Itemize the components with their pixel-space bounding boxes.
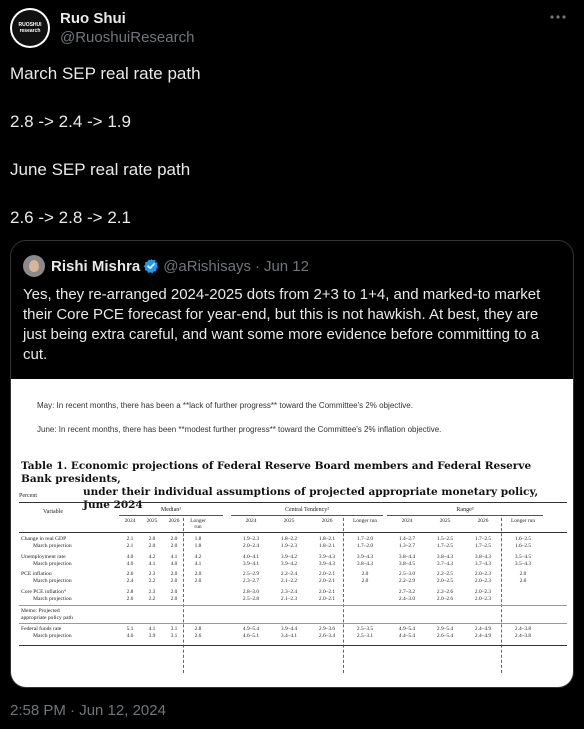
table-cell: 2.0–2.5 bbox=[436, 578, 454, 584]
table-cell: 2.0–2.1 bbox=[318, 578, 336, 584]
table-cell: 3.8–4.3 bbox=[474, 553, 492, 560]
table-cell: 3.8–4.3 bbox=[356, 560, 374, 567]
table-cell: 1.7–2.0 bbox=[356, 543, 374, 549]
table-cell: 2.2–2.6 bbox=[436, 588, 454, 595]
table-cell: 2.0 bbox=[361, 571, 369, 577]
table-cell: 2.0–2.3 bbox=[474, 578, 492, 584]
table-cell: 3.9–4.1 bbox=[242, 560, 260, 567]
column-header: 2026 bbox=[168, 518, 180, 524]
table-cell: 1.4–2.7 bbox=[398, 536, 416, 542]
table-cell: 3.7–4.3 bbox=[474, 560, 492, 567]
group-header: Range³ bbox=[456, 507, 474, 513]
table-cell: 3.4–4.1 bbox=[280, 633, 298, 639]
table-cell: 2.0–2.3 bbox=[474, 595, 492, 602]
table-cell: 2.8–3.0 bbox=[242, 588, 260, 595]
table-cell: 1.8–2.2 bbox=[280, 536, 298, 542]
table-cell: 2.5–3.5 bbox=[356, 626, 374, 632]
table-cell: 4.1 bbox=[148, 560, 156, 567]
column-header: 2024 bbox=[124, 518, 136, 524]
avatar-face bbox=[29, 260, 39, 272]
table-cell: 2.2–2.9 bbox=[398, 578, 416, 584]
column-header: Longer run bbox=[190, 518, 206, 530]
tweet-header bbox=[10, 8, 574, 48]
table-top-rule bbox=[19, 502, 567, 503]
table-cell: 1.7–2.0 bbox=[356, 536, 374, 542]
table-cell: 1.9–2.3 bbox=[242, 536, 260, 542]
author-name[interactable]: Ruo Shui bbox=[60, 10, 126, 27]
variable-header: Variable bbox=[43, 509, 63, 515]
table-cell: 2.0 bbox=[148, 536, 156, 542]
table-title-line-1: Table 1. Economic projections of Federal Reserve Board members and Federal Reserve Bank presidents, bbox=[21, 460, 532, 485]
row-label: Unemployment rate bbox=[21, 553, 66, 560]
group-header: Central Tendency² bbox=[284, 507, 330, 513]
table-cell: 2.6–5.4 bbox=[436, 633, 454, 639]
table-cell: 2.0–2.4 bbox=[242, 543, 260, 549]
table-cell: 1.8 bbox=[194, 536, 202, 542]
table-cell: 2.0–2.3 bbox=[474, 588, 492, 595]
quoted-author-name[interactable]: Rishi Mishra bbox=[51, 257, 141, 275]
table-cell: 4.0–4.1 bbox=[242, 553, 260, 560]
table-cell: 4.0 bbox=[126, 560, 134, 567]
row-label: Core PCE inflation⁴ bbox=[21, 588, 66, 595]
row-label: March projection bbox=[33, 633, 72, 639]
table-cell: 2.3 bbox=[148, 571, 156, 577]
column-header: 2026 bbox=[321, 518, 333, 524]
table-cell: 3.5–4.5 bbox=[514, 553, 532, 560]
quoted-tweet-image[interactable] bbox=[11, 379, 574, 688]
table-cell: 2.4–3.8 bbox=[514, 633, 532, 639]
table-cell: 2.0–2.1 bbox=[318, 588, 336, 595]
column-header: 2025 bbox=[283, 518, 295, 524]
table-cell: 2.6–3.4 bbox=[318, 633, 336, 639]
table-cell: 2.4–3.0 bbox=[398, 595, 416, 602]
column-header: 2024 bbox=[401, 518, 413, 524]
quoted-tweet[interactable] bbox=[10, 240, 574, 688]
table-cell: 3.5–4.3 bbox=[514, 560, 532, 567]
table-cell: 1.6–2.5 bbox=[514, 536, 532, 542]
table-cell: 4.6 bbox=[126, 633, 134, 639]
table-cell: 3.9–4.2 bbox=[280, 560, 298, 567]
table-unit-label: Percent bbox=[19, 493, 37, 499]
table-cell: 2.0 bbox=[170, 578, 178, 584]
table-cell: 2.6 bbox=[126, 595, 134, 602]
table-cell: 2.0 bbox=[194, 571, 202, 577]
table-cell: 2.5–3.1 bbox=[356, 633, 374, 639]
table-cell: 3.1 bbox=[170, 626, 178, 632]
table-cell: 2.0 bbox=[194, 578, 202, 584]
table-cell: 2.0 bbox=[170, 595, 178, 602]
table-cell: 2.0 bbox=[170, 536, 178, 542]
table-cell: 1.8–2.1 bbox=[318, 536, 336, 542]
verified-badge-icon bbox=[143, 258, 159, 274]
table-cell: 3.9–4.3 bbox=[318, 560, 336, 567]
table-cell: 1.8 bbox=[194, 543, 202, 549]
table-cell: 1.3–2.7 bbox=[398, 543, 416, 549]
table-cell: 2.0 bbox=[170, 588, 178, 595]
quoted-author-avatar[interactable] bbox=[23, 255, 45, 277]
table-cell: 2.7–3.2 bbox=[398, 588, 416, 595]
table-cell: 2.6 bbox=[126, 571, 134, 577]
quoted-tweet-text: Yes, they re-arranged 2024-2025 dots from 2+3 to 1+4, and marked-to market their Core PCE forecast for year-end, but this is not hawkish. At best, they are just being extra careful, and want some more evidence before committing to a cut. bbox=[23, 286, 541, 363]
table-cell: 2.1–2.2 bbox=[280, 578, 298, 584]
tweet-text bbox=[10, 62, 570, 254]
table-cell: 3.1 bbox=[170, 633, 178, 639]
row-label: Federal funds rate bbox=[21, 626, 62, 632]
table-cell: 2.4 bbox=[126, 578, 134, 584]
table-cell: 4.2 bbox=[194, 553, 202, 560]
column-header: 2024 bbox=[245, 518, 257, 524]
table-cell: 2.9–5.4 bbox=[436, 626, 454, 632]
table-cell: 2.3–2.4 bbox=[280, 588, 298, 595]
table-cell: 2.0 bbox=[148, 543, 156, 549]
table-cell: 2.2 bbox=[148, 578, 156, 584]
table-cell: 3.8–4.3 bbox=[436, 553, 454, 560]
table-cell: 2.4–3.8 bbox=[514, 626, 532, 632]
table-cell: 4.0 bbox=[126, 553, 134, 560]
table-cell: 2.5–3.0 bbox=[398, 571, 416, 577]
table-cell: 2.0–2.6 bbox=[436, 595, 454, 602]
group-header: Median¹ bbox=[160, 507, 182, 513]
table-title bbox=[21, 460, 561, 512]
table-cell: 2.3–2.7 bbox=[242, 578, 260, 584]
section-rule bbox=[19, 605, 567, 606]
tweet-line: March SEP real rate path bbox=[10, 64, 201, 83]
quoted-author-handle[interactable]: @aRishisays bbox=[163, 257, 251, 275]
table-cell: 3.9–4.3 bbox=[356, 553, 374, 560]
table-cell: 4.2 bbox=[148, 553, 156, 560]
table-cell: 2.1 bbox=[126, 536, 134, 542]
table-cell: 1.9–2.3 bbox=[280, 543, 298, 549]
table-cell: 4.0 bbox=[170, 560, 178, 567]
table-cell: 3.9–4.3 bbox=[318, 553, 336, 560]
table-cell: 3.9–4.4 bbox=[280, 626, 298, 632]
table-cell: 5.1 bbox=[126, 626, 134, 632]
table-cell: 2.4–4.9 bbox=[474, 633, 492, 639]
author-avatar[interactable] bbox=[10, 8, 50, 48]
separator-dot: · bbox=[254, 257, 260, 275]
table-cell: 2.2–2.4 bbox=[280, 571, 298, 577]
group-header-rule bbox=[119, 515, 223, 516]
table-cell: 2.6 bbox=[194, 633, 202, 639]
june-statement: June: In recent months, there has been **modest further progress** toward the Committee's 2% inflation objective. bbox=[37, 425, 442, 434]
table-cell: 1.7–2.5 bbox=[474, 536, 492, 542]
table-cell: 2.5–2.8 bbox=[242, 595, 260, 602]
more-options-button[interactable] bbox=[546, 8, 570, 28]
row-label: Change in real GDP bbox=[21, 536, 67, 542]
table-title-line-2: under their individual assumptions of projected appropriate monetary policy, June 2024 bbox=[83, 486, 539, 511]
column-divider bbox=[501, 518, 502, 673]
row-label: Memo: Projected bbox=[21, 608, 60, 614]
table-cell: 1.5–2.5 bbox=[436, 536, 454, 542]
table-cell: 4.1 bbox=[170, 553, 178, 560]
table-cell: 2.9–3.6 bbox=[318, 626, 336, 632]
table-cell: 1.7–2.5 bbox=[474, 543, 492, 549]
table-cell: 2.4–4.9 bbox=[474, 626, 492, 632]
may-statement: May: In recent months, there has been a **lack of further progress** toward the Committee's 2% objective. bbox=[37, 401, 413, 410]
table-cell: 2.8 bbox=[126, 588, 134, 595]
table-cell: 1.6–2.5 bbox=[514, 543, 532, 549]
table-cell: 4.9–5.4 bbox=[242, 626, 260, 632]
column-header: Longer run bbox=[510, 518, 536, 524]
avatar-logo-text: RUOSHUI research bbox=[18, 22, 42, 34]
table-cell: 4.4–5.4 bbox=[398, 633, 416, 639]
table-cell: 3.8–4.4 bbox=[398, 553, 416, 560]
table-cell: 4.6–5.1 bbox=[242, 633, 260, 639]
table-cell: 3.9–4.2 bbox=[280, 553, 298, 560]
row-label: March projection bbox=[33, 595, 72, 602]
group-header-rule bbox=[387, 515, 543, 516]
table-cell: 2.0 bbox=[361, 578, 369, 584]
table-cell: 2.0–2.1 bbox=[318, 595, 336, 602]
table-cell: 2.0–2.3 bbox=[474, 571, 492, 577]
column-header: 2026 bbox=[477, 518, 489, 524]
table-cell: 2.0 bbox=[519, 578, 527, 584]
table-cell: 2.1–2.3 bbox=[280, 595, 298, 602]
row-label: March projection bbox=[33, 578, 72, 584]
quoted-tweet-header bbox=[23, 254, 309, 278]
tweet-line: 2.8 -> 2.4 -> 1.9 bbox=[10, 112, 131, 131]
table-cell: 2.2 bbox=[148, 595, 156, 602]
table-cell: 2.0 bbox=[170, 571, 178, 577]
tweet-line: 2.6 -> 2.8 -> 2.1 bbox=[10, 208, 131, 227]
column-header: 2025 bbox=[439, 518, 451, 524]
table-cell: 3.8–4.5 bbox=[398, 560, 416, 567]
table-cell: 4.1 bbox=[194, 560, 202, 567]
table-cell: 1.7–2.5 bbox=[436, 543, 454, 549]
table-cell: 4.1 bbox=[148, 626, 156, 632]
table-cell: 2.0–2.1 bbox=[318, 571, 336, 577]
row-label: PCE inflation bbox=[21, 571, 52, 577]
author-avatar-logo bbox=[12, 10, 48, 46]
column-header: 2025 bbox=[146, 518, 158, 524]
table-cell: 2.3 bbox=[148, 588, 156, 595]
table-cell: 2.2–2.5 bbox=[436, 571, 454, 577]
row-label: appropriate policy path bbox=[21, 615, 73, 621]
table-cell: 2.8 bbox=[194, 626, 202, 632]
table-cell: 3.7–4.3 bbox=[436, 560, 454, 567]
row-label: March projection bbox=[33, 543, 72, 549]
table-cell: 2.1 bbox=[126, 543, 134, 549]
table-cell: 4.9–5.4 bbox=[398, 626, 416, 632]
table-cell: 2.0 bbox=[170, 543, 178, 549]
section-rule bbox=[19, 623, 567, 624]
column-header: Longer run bbox=[352, 518, 378, 524]
header-rule bbox=[19, 532, 567, 533]
quoted-tweet-date[interactable]: Jun 12 bbox=[263, 257, 309, 275]
table-bottom-rule bbox=[19, 645, 567, 646]
author-handle[interactable]: @RuoshuiResearch bbox=[60, 29, 195, 46]
tweet-line: June SEP real rate path bbox=[10, 160, 191, 179]
table-cell: 2.5–2.9 bbox=[242, 571, 260, 577]
table-cell: 3.9 bbox=[148, 633, 156, 639]
table-cell: 1.8–2.1 bbox=[318, 543, 336, 549]
group-header-rule bbox=[231, 515, 383, 516]
ellipsis-icon bbox=[549, 8, 567, 26]
row-label: March projection bbox=[33, 560, 72, 567]
table-cell: 2.0 bbox=[519, 571, 527, 577]
tweet-timestamp[interactable]: 2:58 PM · Jun 12, 2024 bbox=[10, 702, 166, 719]
